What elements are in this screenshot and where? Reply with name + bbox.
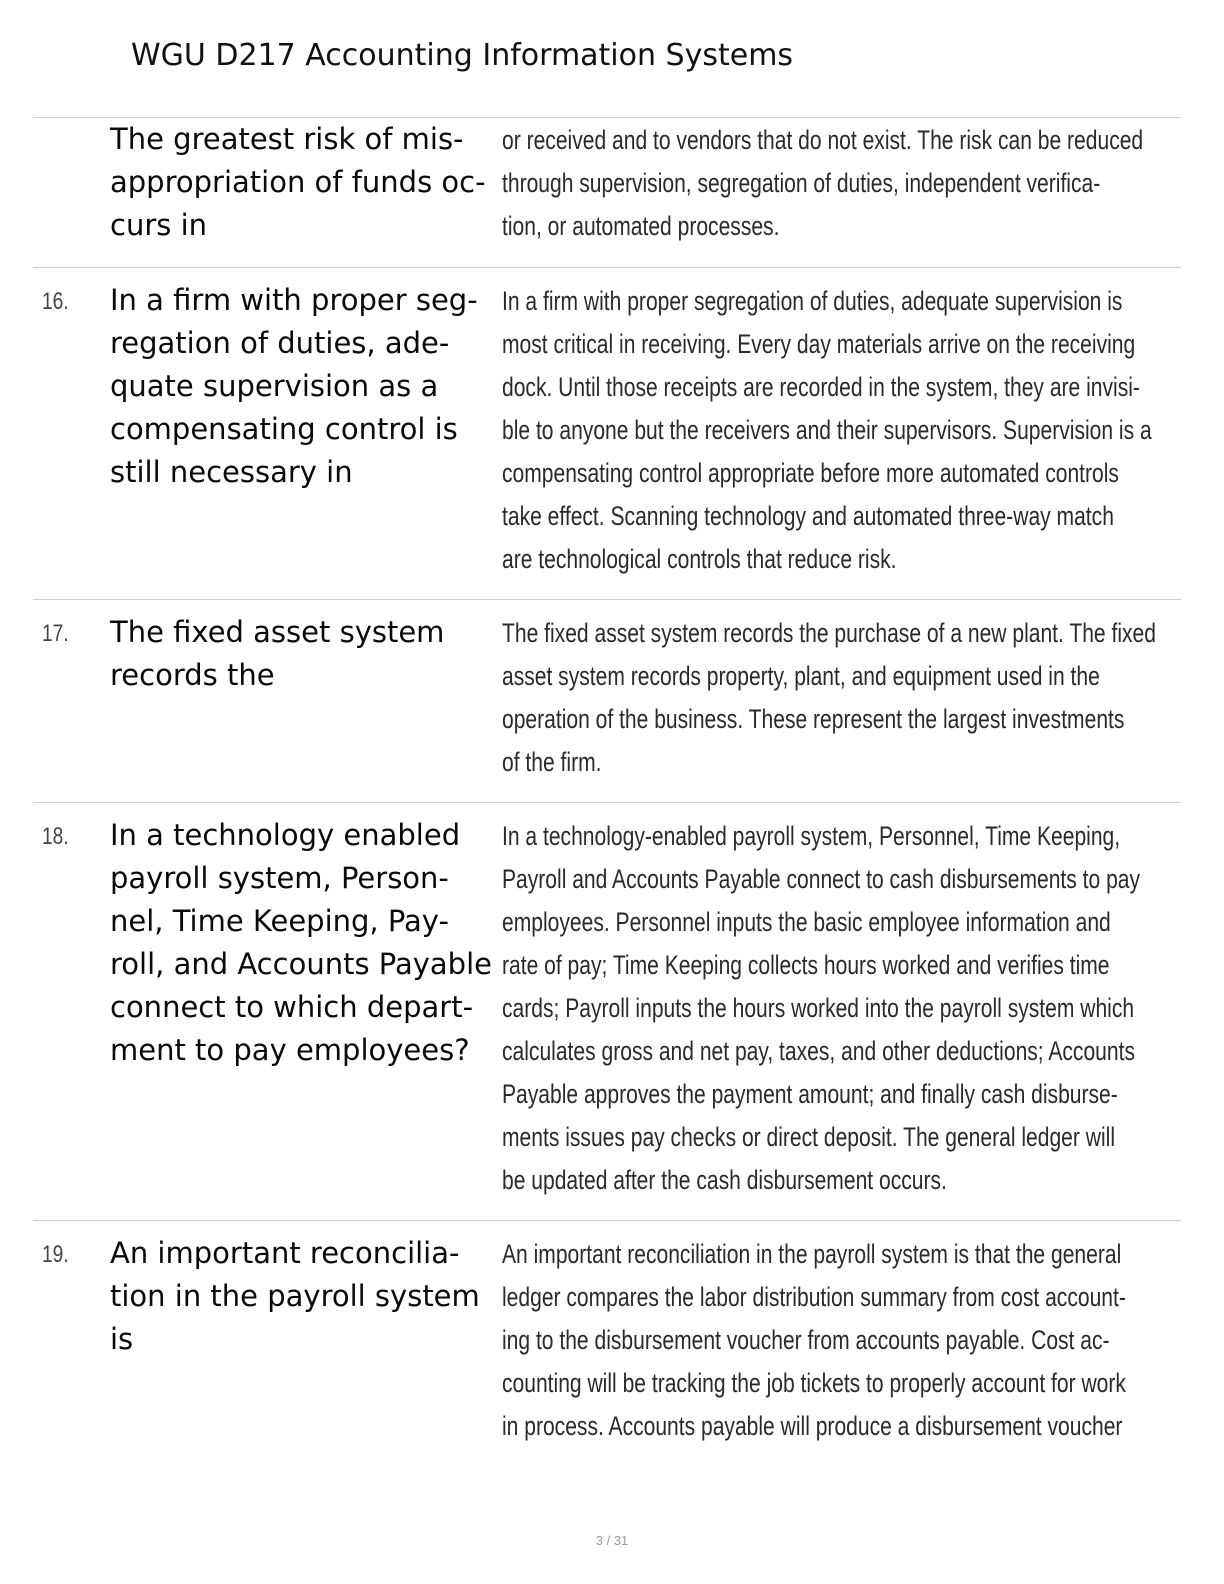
question-text: still necessary in: [110, 455, 353, 489]
answer-text: cards; Payroll inputs the hours worked into the payroll system which: [502, 993, 1135, 1023]
answer-text: employees. Personnel inputs the basic employee information and: [502, 907, 1111, 937]
answer-text: operation of the business. These represent the largest investments: [502, 704, 1125, 734]
item-number: 17.: [42, 620, 69, 647]
question-text: regation of duties, ade-: [110, 326, 450, 360]
item-number: 16.: [42, 288, 69, 315]
answer-text: most critical in receiving. Every day materials arrive on the receiving: [502, 329, 1136, 359]
question-text: In a technology enabled: [110, 818, 461, 852]
answer-text: compensating control appropriate before more automated controls: [502, 458, 1119, 488]
answer-text: be updated after the cash disbursement occurs.: [502, 1165, 947, 1195]
answer-text: ments issues pay checks or direct deposit. The general ledger will: [502, 1122, 1115, 1152]
answer-text: The fixed asset system records the purchase of a new plant. The fixed: [502, 618, 1156, 648]
answer-text: are technological controls that reduce risk.: [502, 544, 897, 574]
question-text: tion in the payroll system: [110, 1279, 480, 1313]
question-text: An important reconcilia-: [110, 1236, 460, 1270]
answer-text: counting will be tracking the job tickets to properly account for work: [502, 1368, 1126, 1398]
item-number: 18.: [42, 823, 69, 850]
answer-text: in process. Accounts payable will produce a disbursement voucher: [502, 1411, 1123, 1441]
question-text: The greatest risk of mis-: [110, 122, 464, 156]
answer-text: ing to the disbursement voucher from accounts payable. Cost ac-: [502, 1325, 1110, 1355]
question-text: In a firm with proper seg-: [110, 283, 478, 317]
question-text: records the: [110, 658, 275, 692]
question-text: payroll system, Person-: [110, 861, 449, 895]
answer-text: An important reconciliation in the payroll system is that the general: [502, 1239, 1122, 1269]
divider: [33, 1220, 1181, 1221]
question-text: nel, Time Keeping, Pay-: [110, 904, 449, 938]
answer-text: take effect. Scanning technology and automated three-way match: [502, 501, 1114, 531]
answer-text: asset system records property, plant, and equipment used in the: [502, 661, 1100, 691]
answer-text: ble to anyone but the receivers and their supervisors. Supervision is a: [502, 415, 1152, 445]
divider: [33, 599, 1181, 600]
question-text: curs in: [110, 208, 208, 242]
item-number: 19.: [42, 1241, 69, 1268]
answer-text: Payroll and Accounts Payable connect to cash disbursements to pay: [502, 864, 1141, 894]
answer-text: In a technology-enabled payroll system, Personnel, Time Keeping,: [502, 821, 1121, 851]
answer-text: Payable approves the payment amount; and finally cash disburse-: [502, 1079, 1118, 1109]
page-number: 3 / 31: [595, 1533, 629, 1548]
divider: [33, 802, 1181, 803]
divider: [33, 267, 1181, 268]
answer-text: calculates gross and net pay, taxes, and other deductions; Accounts: [502, 1036, 1135, 1066]
answer-text: tion, or automated processes.: [502, 211, 780, 241]
answer-text: through supervision, segregation of duties, independent verifica-: [502, 168, 1101, 198]
question-text: appropriation of funds oc-: [110, 165, 486, 199]
answer-text: ledger compares the labor distribution summary from cost account-: [502, 1282, 1126, 1312]
question-text: ment to pay employees?: [110, 1033, 470, 1067]
answer-text: In a firm with proper segregation of duties, adequate supervision is: [502, 286, 1123, 316]
question-text: compensating control is: [110, 412, 458, 446]
question-text: connect to which depart-: [110, 990, 474, 1024]
question-text: quate supervision as a: [110, 369, 439, 403]
question-text: is: [110, 1322, 134, 1356]
answer-text: dock. Until those receipts are recorded in the system, they are invisi-: [502, 372, 1140, 402]
page-title: WGU D217 Accounting Information Systems: [131, 38, 794, 73]
question-text: roll, and Accounts Payable: [110, 947, 492, 981]
answer-text: of the firm.: [502, 747, 602, 777]
answer-text: or received and to vendors that do not exist. The risk can be reduced: [502, 125, 1144, 155]
question-text: The fixed asset system: [110, 615, 445, 649]
answer-text: rate of pay; Time Keeping collects hours worked and verifies time: [502, 950, 1110, 980]
